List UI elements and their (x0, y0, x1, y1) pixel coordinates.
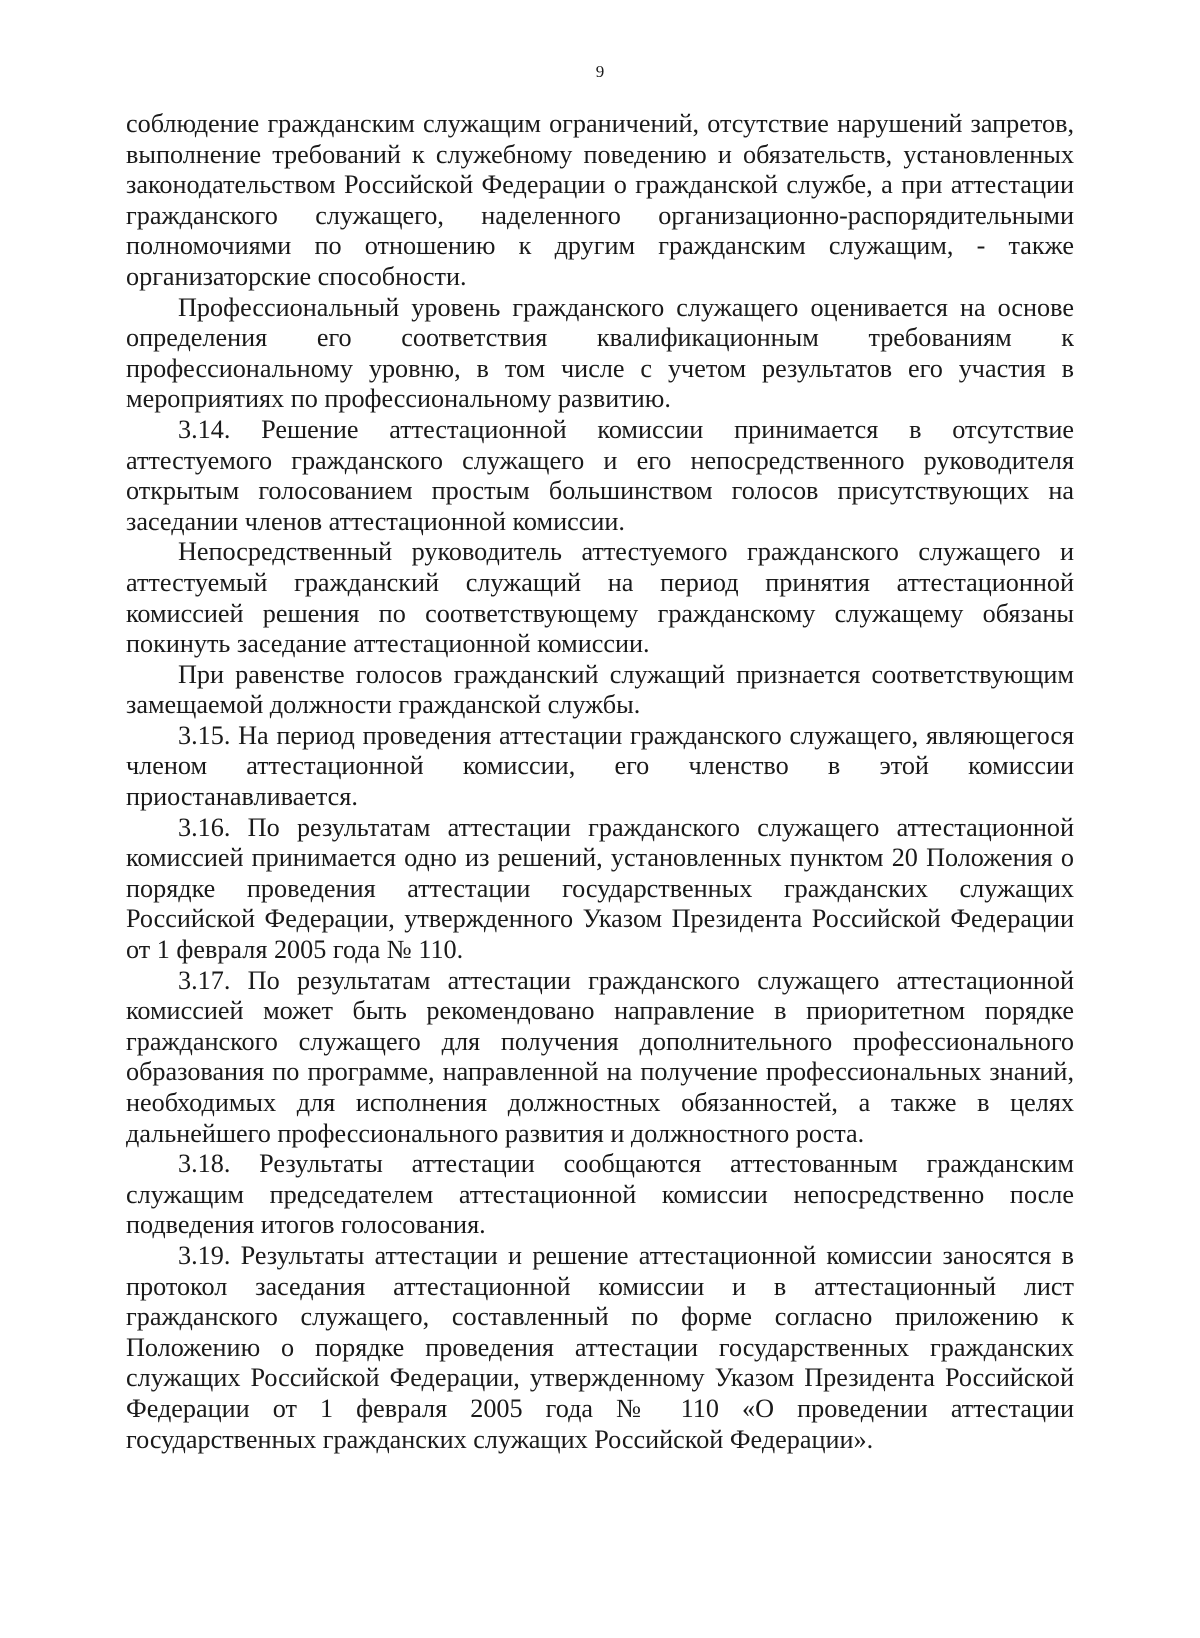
paragraph-3-19: 3.19. Результаты аттестации и решение аттестационной комиссии заносятся в протокол заседания аттестационной комиссии и в аттестационный лист гражданского служащего, составленный по форме согласно приложению к Положению о порядке проведения аттестации государственных гражданских служащих Российской Федерации, утвержденному Указом Президента Российской Федерации от 1 февраля 2005 года № 110 «О проведении аттестации государственных гражданских служащих Российской Федерации». (126, 1240, 1074, 1454)
paragraph-3-14: 3.14. Решение аттестационной комиссии принимается в отсутствие аттестуемого гражданского служащего и его непосредственного руководителя открытым голосованием простым большинством голосов присутствующих на заседании членов аттестационной комиссии. (126, 414, 1074, 536)
paragraph-equal-votes: При равенстве голосов гражданский служащий признается соответствующим замещаемой должности гражданской службы. (126, 659, 1074, 720)
paragraph-continuation: соблюдение гражданским служащим ограничений, отсутствие нарушений запретов, выполнение требований к служебному поведению и обязательств, установленных законодательством Российской Федерации о гражданской службе, а при аттестации гражданского служащего, наделенного организационно-распорядительными полномочиями по отношению к другим гражданским служащим, - также организаторские способности. (126, 109, 1074, 291)
paragraph-3-18: 3.18. Результаты аттестации сообщаются аттестованным гражданским служащим председателем аттестационной комиссии непосредственно после подведения итогов голосования. (126, 1149, 1074, 1240)
paragraph-3-16: 3.16. По результатам аттестации гражданского служащего аттестационной комиссией принимается одно из решений, установленных пунктом 20 Положения о порядке проведения аттестации государственных гражданских служащих Российской Федерации, утвержденного Указом Президента Российской Федерации от 1 февраля 2005 года № 110. (126, 812, 1074, 965)
paragraph-supervisor-leave: Непосредственный руководитель аттестуемого гражданского служащего и аттестуемый гражданский служащий на период принятия аттестационной комиссией решения по соответствующему гражданскому служащему обязаны покинуть заседание аттестационной комиссии. (126, 537, 1074, 659)
paragraph-3-15: 3.15. На период проведения аттестации гражданского служащего, являющегося членом аттестационной комиссии, его членство в этой комиссии приостанавливается. (126, 720, 1074, 812)
document-body (126, 109, 1074, 1455)
paragraph-3-17: 3.17. По результатам аттестации гражданского служащего аттестационной комиссией может быть рекомендовано направление в приоритетном порядке гражданского служащего для получения дополнительного профессионального образования по программе, направленной на получение профессиональных знаний, необходимых для исполнения должностных обязанностей, а также в целях дальнейшего профессионального развития и должностного роста. (126, 965, 1074, 1148)
paragraph-professional-level: Профессиональный уровень гражданского служащего оценивается на основе определения его соответствия квалификационным требованиям к профессиональному уровню, в том числе с учетом результатов его участия в мероприятиях по профессиональному развитию. (126, 292, 1074, 414)
page-number: 9 (595, 62, 605, 81)
